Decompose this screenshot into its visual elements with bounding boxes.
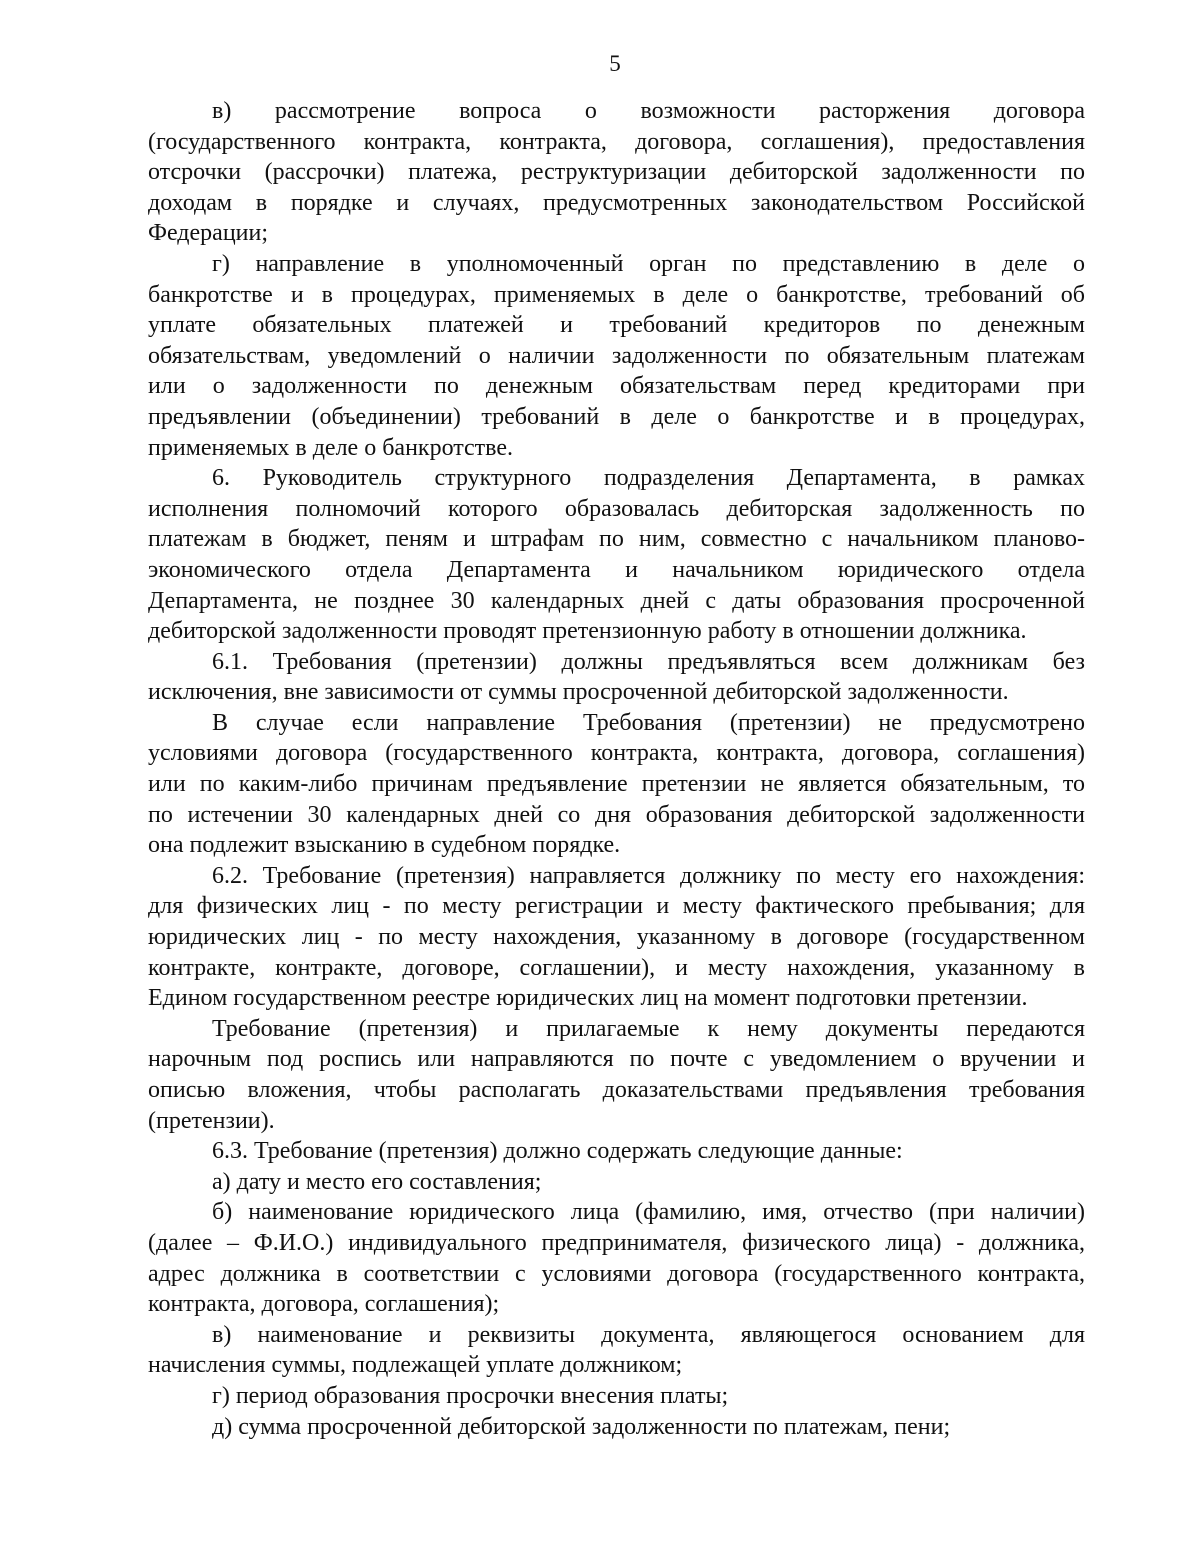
text-line: 6.3. Требование (претензия) должно содержать следующие данные: xyxy=(212,1138,903,1165)
text-line: контракте, контракте, договоре, соглашении), и месту нахождения, указанному в xyxy=(148,954,1085,981)
text-line: уплате обязательных платежей и требований кредиторов по денежным xyxy=(148,312,1085,339)
text-line: а) дату и место его составления; xyxy=(212,1168,542,1195)
text-line: банкротстве и в процедурах, применяемых в деле о банкротстве, требований об xyxy=(148,281,1085,308)
text-line: контракта, договора, соглашения); xyxy=(148,1291,500,1318)
paragraph-item-g xyxy=(148,249,1085,463)
paragraph-item-v2 xyxy=(148,1320,1085,1381)
paragraph-clause-6-2-b xyxy=(148,1014,1085,1136)
paragraph-item-g2 xyxy=(148,1381,1085,1412)
text-line: экономического отдела Департамента и начальником юридического отдела xyxy=(148,556,1085,583)
paragraph-clause-6-2 xyxy=(148,861,1085,1014)
text-line: по истечении 30 календарных дней со дня образования дебиторской задолженности xyxy=(148,801,1085,828)
text-line: она подлежит взысканию в судебном порядке. xyxy=(148,832,621,859)
text-line: в) рассмотрение вопроса о возможности расторжения договора xyxy=(212,98,1085,124)
text-line: 6. Руководитель структурного подразделения Департамента, в рамках xyxy=(212,465,1085,492)
text-line: юридических лиц - по месту нахождения, указанному в договоре (государственном xyxy=(148,924,1085,951)
document-body xyxy=(148,96,1085,1442)
text-line: 6.2. Требование (претензия) направляется должнику по месту его нахождения: xyxy=(212,862,1085,889)
paragraph-item-v xyxy=(148,96,1085,249)
text-line: Федерации; xyxy=(148,220,269,247)
text-line: или о задолженности по денежным обязательствам перед кредиторами при xyxy=(148,373,1085,400)
text-line: в) наименование и реквизиты документа, являющегося основанием для xyxy=(212,1321,1085,1348)
paragraph-clause-6-3 xyxy=(148,1136,1085,1167)
text-line: для физических лиц - по месту регистрации и месту фактического пребывания; для xyxy=(148,893,1085,920)
paragraph-clause-6 xyxy=(148,463,1085,647)
text-line: (далее – Ф.И.О.) индивидуального предпринимателя, физического лица) - должника, xyxy=(148,1229,1085,1256)
text-line: Департамента, не позднее 30 календарных дней с даты образования просроченной xyxy=(148,587,1085,614)
text-line: отсрочки (рассрочки) платежа, реструктуризации дебиторской задолженности по xyxy=(148,159,1085,186)
text-line: нарочным под роспись или направляются по почте с уведомлением о вручении и xyxy=(148,1046,1085,1073)
text-line: г) направление в уполномоченный орган по представлению в деле о xyxy=(212,250,1085,277)
paragraph-item-b xyxy=(148,1197,1085,1319)
text-line: В случае если направление Требования (претензии) не предусмотрено xyxy=(212,709,1085,736)
text-line: применяемых в деле о банкротстве. xyxy=(148,434,514,461)
text-line: предъявлении (объединении) требований в деле о банкротстве и в процедурах, xyxy=(148,403,1085,430)
paragraph-clause-6-1 xyxy=(148,647,1085,708)
paragraph-clause-6-1-b xyxy=(148,708,1085,861)
text-line: начисления суммы, подлежащей уплате должником; xyxy=(148,1352,683,1379)
text-line: Требование (претензия) и прилагаемые к нему документы передаются xyxy=(212,1015,1085,1042)
text-line: описью вложения, чтобы располагать доказательствами предъявления требования xyxy=(148,1077,1085,1103)
text-line: адрес должника в соответствии с условиями договора (государственного контракта, xyxy=(148,1260,1085,1287)
text-line: г) период образования просрочки внесения платы; xyxy=(212,1382,729,1409)
text-line: д) сумма просроченной дебиторской задолженности по платежам, пени; xyxy=(212,1413,951,1440)
text-line: б) наименование юридического лица (фамилию, имя, отчество (при наличии) xyxy=(212,1199,1085,1226)
text-line: 6.1. Требования (претензии) должны предъявляться всем должникам без xyxy=(212,648,1085,675)
text-line: обязательствам, уведомлений о наличии задолженности по обязательным платежам xyxy=(148,342,1085,369)
text-line: Едином государственном реестре юридических лиц на момент подготовки претензии. xyxy=(148,985,1028,1012)
paragraph-item-a xyxy=(148,1167,1085,1198)
text-line: платежам в бюджет, пеням и штрафам по ним, совместно с начальником планово- xyxy=(148,526,1085,553)
text-line: (государственного контракта, контракта, договора, соглашения), предоставления xyxy=(148,128,1085,155)
text-line: (претензии). xyxy=(148,1107,275,1134)
text-line: исключения, вне зависимости от суммы просроченной дебиторской задолженности. xyxy=(148,679,1009,706)
text-line: исполнения полномочий которого образовалась дебиторская задолженность по xyxy=(148,495,1085,522)
text-line: дебиторской задолженности проводят претензионную работу в отношении должника. xyxy=(148,618,1027,645)
text-line: доходам в порядке и случаях, предусмотренных законодательством Российской xyxy=(148,189,1085,216)
paragraph-item-d xyxy=(148,1412,1085,1443)
text-line: или по каким-либо причинам предъявление претензии не является обязательным, то xyxy=(148,771,1085,798)
page-number: 5 xyxy=(609,51,621,76)
text-line: условиями договора (государственного контракта, контракта, договора, соглашения) xyxy=(148,740,1085,767)
